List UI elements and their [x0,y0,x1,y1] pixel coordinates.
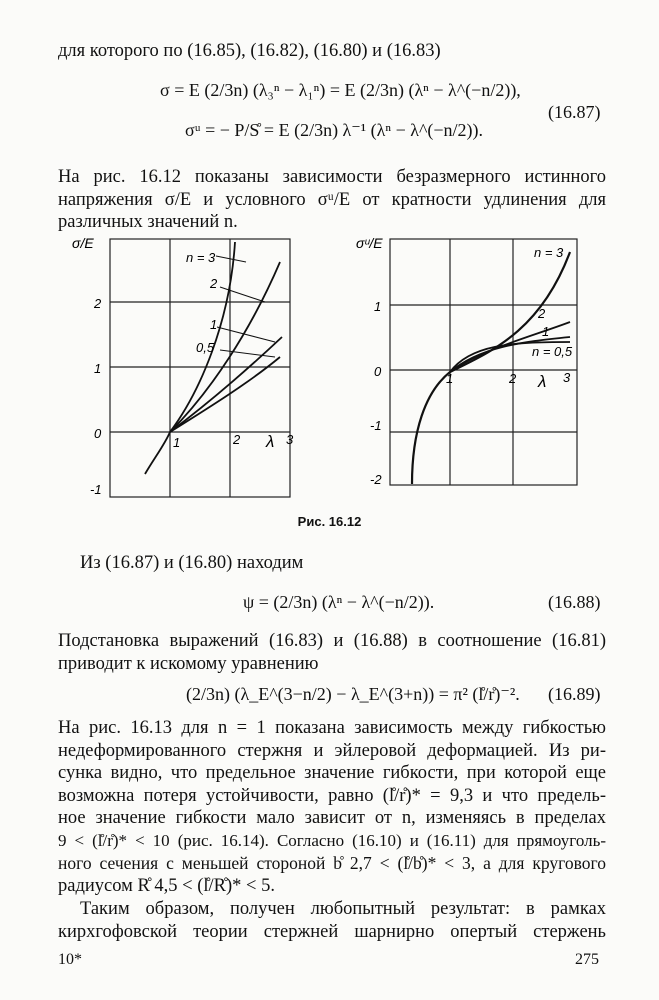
left-xtick: 2 [233,432,241,447]
left-curve-label-n3: n = 3 [186,250,216,265]
text-line: радиусом R̊ 4,5 < (l̊/R̊)* < 5. [58,875,275,896]
left-curve-n-0.5 [145,357,280,474]
left-ytick: 0 [94,426,102,441]
text-line: ного сечения с меньшей стороной b̊ 2,7 < (l̊/b̊)* < 3, а для кругового [58,853,606,873]
left-ytick: 2 [94,296,102,311]
right-ytick: 1 [374,299,382,314]
page-number: 275 [575,951,599,968]
right-ytick: 0 [374,364,382,379]
left-curve-n-3 [170,242,235,432]
equation-16-89: (2/3n) (λ_E^(3−n/2) − λ_E^(3+n)) = π² (l̊/r̊)⁻². [186,684,520,704]
right-xtick: 3 [563,370,571,385]
right-xtick: 2 [509,371,517,386]
left-panel [72,235,294,497]
right-curve-label-n2: 2 [538,306,546,321]
right-ytick: -1 [370,418,382,433]
footer-signature-mark: 10* [58,951,82,968]
right-curve-n-3 [412,252,570,484]
left-ytick: -1 [90,482,102,497]
text-line: Подстановка выражений (16.83) и (16.88) в соотношение (16.81) [58,631,606,651]
right-curve-label-n3: n = 3 [534,245,564,260]
text-line: На рис. 16.13 для n = 1 показана зависимость между гибкостью [58,718,606,738]
right-curve-label-n05: n = 0,5 [532,344,573,359]
text-line: сунка видно, что предельное значение гибкости, при которой еще [58,763,606,783]
text-line: напряжения σ/E и условного σᵘ/E от кратности удлинения для [58,189,606,210]
right-xlabel: λ [538,372,547,391]
left-xlabel: λ [266,432,275,451]
equation-16-87-line1: σ = E (2/3n) (λ₃ⁿ − λ₁ⁿ) = E (2/3n) (λⁿ − λ^(−n/2)), [160,80,521,100]
equation-16-89-number: (16.89) [548,684,601,704]
left-ylabel: σ/E [72,235,94,251]
left-xtick: 3 [286,432,294,447]
figure-caption: Рис. 16.12 [297,514,362,529]
text-line: недеформированного стержня и эйлеровой деформацией. Из ри- [58,740,606,761]
text-line: 9 < (l̊/r̊)* < 10 (рис. 16.14). Согласно (16.10) и (16.11) для прямоуголь- [58,830,606,850]
left-ytick: 1 [94,361,102,376]
left-curve-label-n05: 0,5 [196,340,215,355]
paragraph-flexibility [58,717,606,897]
right-curve-label-n1: 1 [542,324,550,339]
text-line: различных значений n. [58,212,238,233]
right-panel [356,235,577,487]
equation-16-88: ψ = (2/3n) (λⁿ − λ^(−n/2)). [243,592,435,612]
paragraph-conclusion [58,898,606,943]
equation-16-87-line2: σᵘ = − P/S̊ = E (2/3n) λ⁻¹ (λⁿ − λ^(−n/2)). [185,120,484,140]
left-curve-label-n1: 1 [210,317,218,332]
paragraph-figure-description [58,166,606,234]
figure-16-12 [70,232,610,500]
right-ylabel: σᵘ/E [356,235,383,251]
text-line: возможна потеря устойчивости, равно (l̊/r̊)* = 9,3 и что предель- [58,785,606,806]
right-xtick: 1 [446,371,454,386]
left-curve-label-n2: 2 [210,276,218,291]
text-line: На рис. 16.12 показаны зависимости безразмерного истинного [58,167,606,187]
text-line: ное значение гибкости мало зависит от n, изменяясь в пределах [58,808,606,828]
equation-16-87-number: (16.87) [548,102,601,122]
text-line: кирхгофовской теории стержней шарнирно опертый стержень [58,921,606,942]
text-line: Таким образом, получен любопытный результат: в рамках [80,899,606,919]
equation-16-88-number: (16.88) [548,592,601,612]
text-line: приводит к искомому уравнению [58,653,319,674]
paragraph-substitution [58,630,606,675]
left-leader [216,256,246,262]
paragraph-find: Из (16.87) и (16.80) находим [80,553,304,573]
right-ytick: -2 [370,472,382,487]
left-xtick: 1 [173,435,181,450]
intro-line: для которого по (16.85), (16.82), (16.80) и (16.83) [58,41,441,61]
